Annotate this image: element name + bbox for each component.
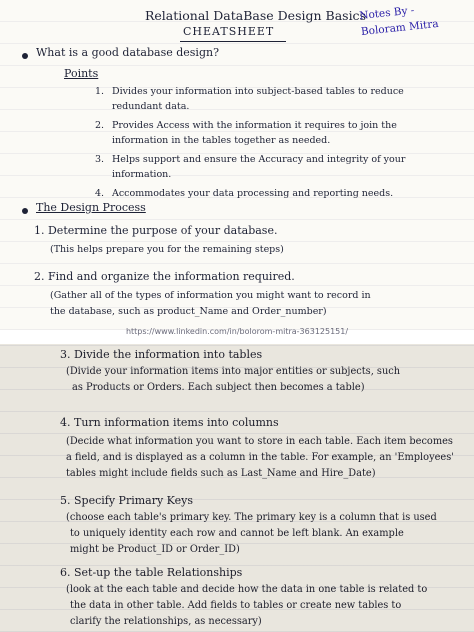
step-4-line1: (Decide what information you want to store in each table. Each item becomes xyxy=(66,436,453,447)
bullet-icon xyxy=(22,208,28,214)
point-1-number: 1. xyxy=(95,86,105,97)
author-note xyxy=(359,0,440,40)
bullet-icon xyxy=(22,53,28,59)
step-3-title: 3. Divide the information into tables xyxy=(60,348,263,361)
step-6-line2: the data in other table. Add fields to tables or create new tables to xyxy=(70,600,402,611)
author-note-line1: Notes By - xyxy=(358,4,415,23)
point-2-number: 2. xyxy=(95,120,105,131)
step-4-line2: a field, and is displayed as a column in the table. For example, an 'Employees' xyxy=(66,452,454,463)
step-5-title: 5. Specify Primary Keys xyxy=(60,494,193,507)
point-1-line2: redundant data. xyxy=(112,101,190,112)
author-note-line2: Boloram Mitra xyxy=(360,17,440,38)
document-subtitle: CHEATSHEET xyxy=(183,25,275,38)
source-url: https://www.linkedin.com/in/bolorom-mitra-363125151/ xyxy=(125,327,349,336)
point-3-line2: information. xyxy=(112,169,172,180)
step-5-line1: (choose each table's primary key. The primary key is a column that is used xyxy=(66,512,437,523)
step-5-line2: to uniquely identity each row and cannot be left blank. An example xyxy=(70,528,404,539)
document-title: Relational DataBase Design Basics xyxy=(145,8,366,23)
point-3-line1: Helps support and ensure the Accuracy and integrity of your xyxy=(112,154,406,165)
point-2-line1: Provides Access with the information it requires to join the xyxy=(112,120,397,131)
point-1-line1: Divides your information into subject-based tables to reduce xyxy=(112,86,404,97)
step-3-line1: (Divide your information items into major entities or subjects, such xyxy=(66,366,401,377)
section1-heading: What is a good database design? xyxy=(36,46,219,59)
step-1-title: 1. Determine the purpose of your database. xyxy=(34,224,278,237)
points-label: Points xyxy=(64,67,99,80)
point-2-line2: information in the tables together as needed. xyxy=(112,135,331,146)
step-6-title: 6. Set-up the table Relationships xyxy=(60,566,243,579)
notes-sheet-2 xyxy=(0,344,474,632)
step-4-title: 4. Turn information items into columns xyxy=(60,416,279,429)
point-4-number: 4. xyxy=(95,188,105,199)
step-2-note-line2: the database, such as product_Name and Order_number) xyxy=(50,306,327,317)
point-4-line1: Accommodates your data processing and reporting needs. xyxy=(112,188,394,199)
section2-heading: The Design Process xyxy=(36,201,146,214)
step-6-line1: (look at the each table and decide how the data in one table is related to xyxy=(66,584,428,595)
step-2-title: 2. Find and organize the information required. xyxy=(34,270,295,283)
point-3-number: 3. xyxy=(95,154,105,165)
step-6-line3: clarify the relationships, as necessary) xyxy=(70,616,262,627)
subtitle-underline xyxy=(180,41,286,42)
step-5-line3: might be Product_ID or Order_ID) xyxy=(70,544,240,555)
step-2-note-line1: (Gather all of the types of information you might want to record in xyxy=(50,290,371,301)
step-3-line2: as Products or Orders. Each subject then becomes a table) xyxy=(72,382,365,393)
step-1-note: (This helps prepare you for the remaining steps) xyxy=(50,244,284,255)
step-4-line3: tables might include fields such as Last_Name and Hire_Date) xyxy=(66,468,376,479)
